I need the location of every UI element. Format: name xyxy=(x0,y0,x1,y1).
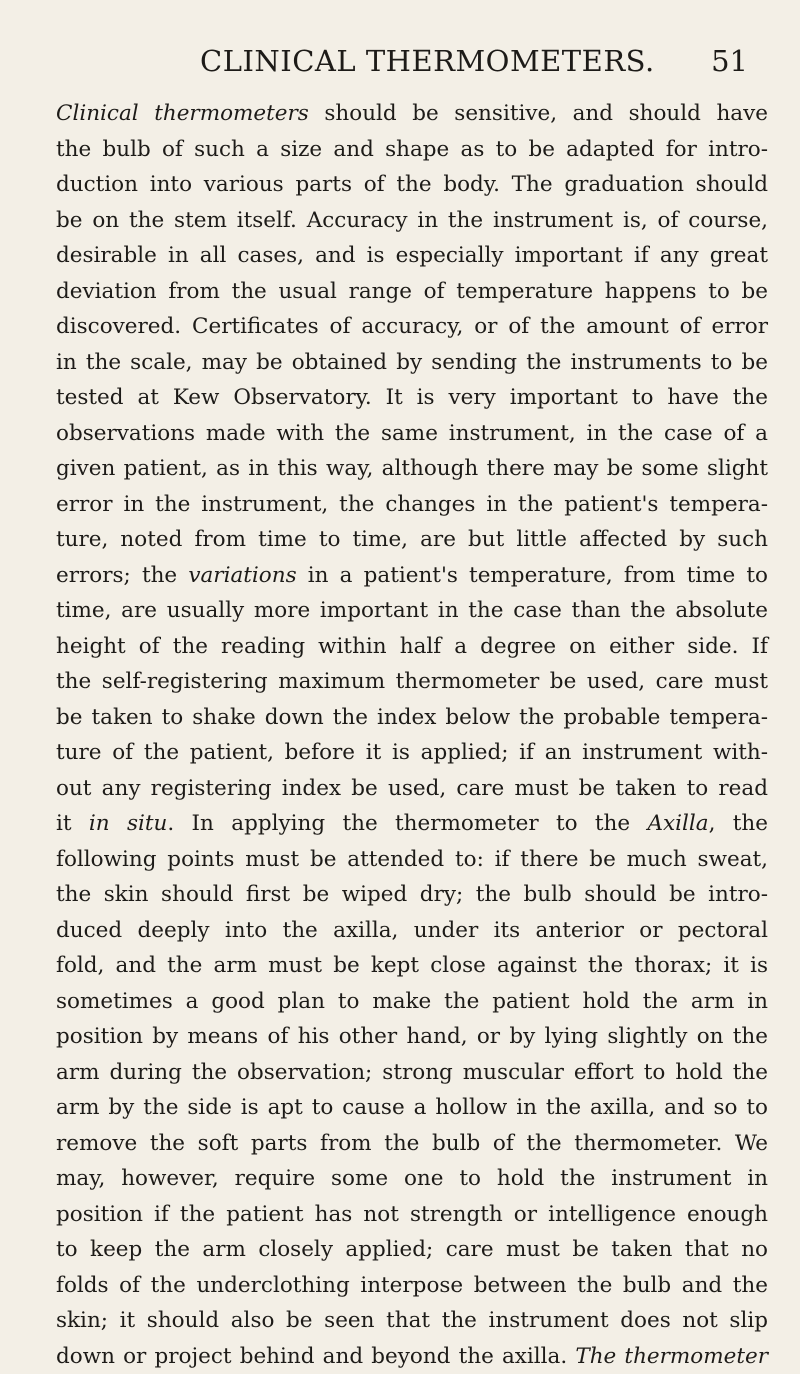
text-line: skin; it should also be seen that the instrument does not slip xyxy=(56,1303,768,1339)
text-line: in the scale, may be obtained by sending the instruments to be xyxy=(56,345,768,381)
text-line: observations made with the same instrument, in the case of a xyxy=(56,416,768,452)
text-line: error in the instrument, the changes in the patient's tempera- xyxy=(56,487,768,523)
running-title: CLINICAL THERMOMETERS. xyxy=(200,44,655,78)
text-line: down or project behind and beyond the axilla. The thermometer xyxy=(56,1339,768,1374)
text-line: it in situ. In applying the thermometer to the Axilla, the xyxy=(56,806,768,842)
text-line: position by means of his other hand, or by lying slightly on the xyxy=(56,1019,768,1055)
text-line: duction into various parts of the body. The graduation should xyxy=(56,167,768,203)
text-line: be on the stem itself. Accuracy in the instrument is, of course, xyxy=(56,203,768,239)
text-line: remove the soft parts from the bulb of the thermometer. We xyxy=(56,1126,768,1162)
text-line: fold, and the arm must be kept close against the thorax; it is xyxy=(56,948,768,984)
text-line: position if the patient has not strength or intelligence enough xyxy=(56,1197,768,1233)
page-number: 51 xyxy=(711,44,748,78)
text-line: sometimes a good plan to make the patient hold the arm in xyxy=(56,984,768,1020)
text-line: errors; the variations in a patient's temperature, from time to xyxy=(56,558,768,594)
text-line: to keep the arm closely applied; care must be taken that no xyxy=(56,1232,768,1268)
text-line: height of the reading within half a degree on either side. If xyxy=(56,629,768,665)
text-line: Clinical thermometers should be sensitive, and should have xyxy=(56,96,768,132)
italic-term: in situ xyxy=(89,811,167,836)
text-line: tested at Kew Observatory. It is very important to have the xyxy=(56,380,768,416)
text-line: may, however, require some one to hold the instrument in xyxy=(56,1161,768,1197)
text-line: the bulb of such a size and shape as to be adapted for intro- xyxy=(56,132,768,168)
page-header xyxy=(0,44,800,84)
text-line: duced deeply into the axilla, under its anterior or pectoral xyxy=(56,913,768,949)
text-line: following points must be attended to: if there be much sweat, xyxy=(56,842,768,878)
text-line: ture, noted from time to time, are but little affected by such xyxy=(56,522,768,558)
text-line: time, are usually more important in the case than the absolute xyxy=(56,593,768,629)
text-line: the self-registering maximum thermometer be used, care must xyxy=(56,664,768,700)
text-line: desirable in all cases, and is especially important if any great xyxy=(56,238,768,274)
text-line: given patient, as in this way, although there may be some slight xyxy=(56,451,768,487)
italic-term: Axilla xyxy=(647,811,708,836)
text-line: arm by the side is apt to cause a hollow in the axilla, and so to xyxy=(56,1090,768,1126)
text-line: the skin should first be wiped dry; the bulb should be intro- xyxy=(56,877,768,913)
text-line: folds of the underclothing interpose between the bulb and the xyxy=(56,1268,768,1304)
text-line: deviation from the usual range of temperature happens to be xyxy=(56,274,768,310)
text-line: discovered. Certificates of accuracy, or of the amount of error xyxy=(56,309,768,345)
text-line: ture of the patient, before it is applied; if an instrument with- xyxy=(56,735,768,771)
text-line: out any registering index be used, care must be taken to read xyxy=(56,771,768,807)
text-line: arm during the observation; strong muscular effort to hold the xyxy=(56,1055,768,1091)
italic-term: The thermometer xyxy=(575,1344,768,1369)
text-line: be taken to shake down the index below the probable tempera- xyxy=(56,700,768,736)
italic-term: Clinical thermometers xyxy=(56,101,309,126)
body-paragraph xyxy=(56,96,768,1374)
italic-term: variations xyxy=(188,563,296,588)
